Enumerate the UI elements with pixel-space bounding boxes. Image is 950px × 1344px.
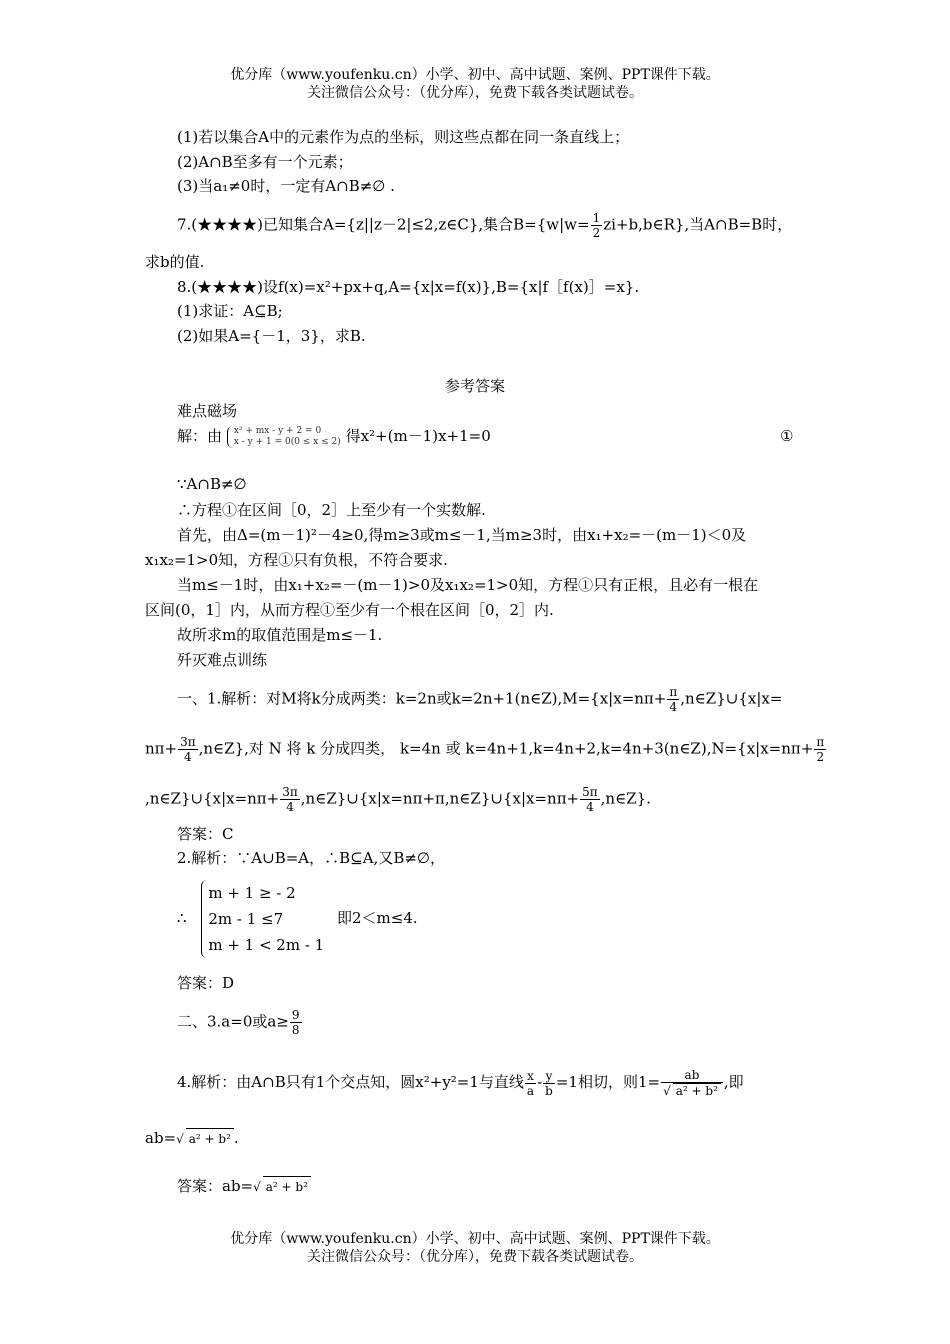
- answer-2: 答案：D: [177, 974, 235, 992]
- answer-1: 答案：C: [177, 825, 234, 843]
- equation-system-small: x² + mx - y + 2 = 0 x - y + 1 = 0(0 ≤ x ≤ 2): [227, 426, 341, 448]
- exercise4-line1: 4.解析：由A∩B只有1个交点知，圆x²+y²=1与直线 $\frac{x}{a}$ - $\frac{y}{b}$ =1相切，则1= $\frac{ab}{\text{√ a² + b²}}$ ,即: [177, 1068, 744, 1098]
- q8-part1: (1)求证：A⊆B;: [177, 302, 283, 320]
- footer-line-2: 关注微信公众号：（优分库），免费下载各类试题试卷。: [307, 1249, 643, 1265]
- solution-line-3: ∴方程①在区间［0，2］上至少有一个实数解.: [177, 501, 486, 519]
- text: √ a² + b²: [253, 1180, 311, 1194]
- fraction: $\frac{x}{a}$: [526, 1068, 535, 1098]
- exercise1-line1: 一、1.解析：对M将k分成两类：k=2n或k=2n+1(n∈Z),M={x|x=nπ+ $\frac{\pi}{4}$ ,n∈Z}∪{x|x=: [177, 685, 783, 714]
- solution-line-1: 解：由 x² + mx - y + 2 = 0 x - y + 1 = 0(0 ≤ x ≤ 2) 得x²+(m－1)x+1=0: [177, 426, 491, 447]
- footer-line-1: 优分库（www.youfenku.cn）小学、初中、高中试题、案例、PPT课件下载。: [230, 1231, 720, 1247]
- section-nandian: 难点磁场: [177, 402, 238, 420]
- header-line-2: 关注微信公众号：（优分库），免费下载各类试题试卷。: [307, 85, 643, 101]
- fraction: $\frac{ab}{\text{√ a² + b²}}$: [661, 1068, 723, 1098]
- exercise4-line2: ab=√ a² + b² .: [145, 1129, 239, 1147]
- text: √ a² + b²: [176, 1132, 234, 1146]
- section-training: 歼灭难点训练: [177, 651, 268, 669]
- text: ∴: [177, 909, 187, 927]
- exercise1-line2: nπ+ $\frac{3\pi}{4}$ ,n∈Z},对 N 将 k 分成四类， k=4n 或 k=4n+1,k=4n+2,k=4n+3(n∈Z),N={x|x=nπ+ $\frac{\pi}{2}$: [145, 735, 825, 764]
- solution-line-5: x₁x₂=1>0知，方程①只有负根，不符合要求.: [145, 551, 448, 569]
- fraction: $\frac{\pi}{4}$: [669, 685, 678, 714]
- page-header: [0, 66, 950, 102]
- q6-part3: (3)当a₁≠0时，一定有A∩B≠∅ .: [177, 177, 395, 195]
- text: √ a² + b²: [661, 1083, 723, 1098]
- q8-part2: (2)如果A={－1，3}，求B.: [177, 327, 366, 345]
- equation-number: ①: [780, 427, 794, 445]
- solution-line-6: 当m≤－1时，由x₁+x₂=－(m－1)>0及x₁x₂=1>0知，方程①只有正根，且必有一根在: [177, 576, 759, 594]
- fraction: $\frac{3\pi}{4}$: [180, 735, 196, 764]
- q8-stem: 8.(★★★★)设f(x)=x²+px+q,A={x|x=f(x)},B={x|f［f(x)］=x}.: [177, 278, 640, 296]
- fraction: $\frac{y}{b}$: [545, 1068, 553, 1098]
- q7-stem: 7.(★★★★)已知集合A={z||z－2|≤2,z∈C},集合B={w|w= $\frac{1}{2}$ zi+b,b∈R},当A∩B=B时，: [177, 211, 793, 240]
- fraction: $\frac{5\pi}{4}$: [582, 785, 598, 814]
- exercise1-line3: ,n∈Z}∪{x|x=nπ+ $\frac{3\pi}{4}$ ,n∈Z}∪{x|x=nπ+π,n∈Z}∪{x|x=nπ+ $\frac{5\pi}{4}$ ,n∈Z}.: [145, 785, 651, 814]
- page-footer: [0, 1230, 950, 1266]
- solution-line-8: 故所求m的取值范围是m≤－1.: [177, 626, 383, 644]
- q7-stem-cont: 求b的值.: [145, 253, 205, 271]
- solution-line-4: 首先，由Δ=(m－1)²－4≥0,得m≥3或m≤－1,当m≥3时，由x₁+x₂=－(m－1)＜0及: [177, 526, 747, 544]
- answer-4: 答案：ab=√ a² + b²: [177, 1176, 311, 1197]
- text: 即2＜m≤4.: [337, 909, 418, 927]
- exercise2-system: [177, 880, 418, 958]
- solution-line-7: 区间(0，1］内，从而方程①至少有一个根在区间［0，2］内.: [145, 601, 554, 619]
- inequality-system: m + 1 ≥ - 2 2m - 1 ≤7 m + 1 < 2m - 1: [201, 880, 324, 958]
- q6-part2: (2)A∩B至多有一个元素；: [177, 153, 353, 171]
- exercise3: 二、3.a=0或a≥ $\frac{9}{8}$: [177, 1008, 300, 1037]
- solution-line-2: ∵A∩B≠∅: [177, 475, 247, 493]
- q6-part1: (1)若以集合A中的元素作为点的坐标，则这些点都在同一条直线上；: [177, 128, 630, 146]
- fraction: $\frac{\pi}{2}$: [816, 735, 825, 764]
- header-line-1: 优分库（www.youfenku.cn）小学、初中、高中试题、案例、PPT课件下载。: [230, 67, 720, 83]
- answers-title: 参考答案: [444, 377, 505, 395]
- q7-fraction: $\frac{1}{2}$: [592, 211, 601, 240]
- fraction: $\frac{9}{8}$: [291, 1008, 300, 1037]
- fraction: $\frac{3\pi}{4}$: [282, 785, 298, 814]
- exercise2-line: 2.解析：∵A∪B=A，∴B⊆A,又B≠∅，: [177, 849, 445, 867]
